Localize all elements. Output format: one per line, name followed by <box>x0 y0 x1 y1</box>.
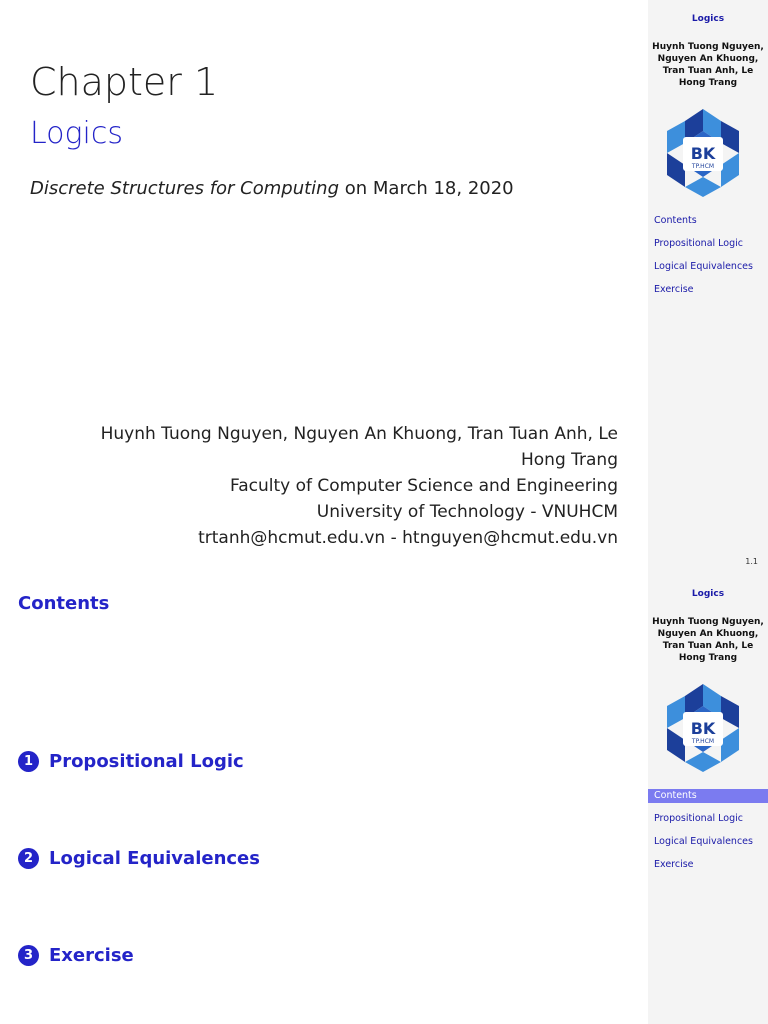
contents-slide <box>0 575 768 1024</box>
sidebar-nav <box>648 214 768 306</box>
authors-line-2: Hong Trang <box>520 450 618 470</box>
logo-subtext: TP.HCM <box>691 163 715 170</box>
sidebar-item-exercise[interactable]: Exercise <box>654 859 694 870</box>
toc-item-logical-equivalences[interactable] <box>18 848 260 869</box>
logo-text: BK <box>690 719 716 738</box>
sidebar-item-logical-equivalences[interactable]: Logical Equivalences <box>654 261 753 272</box>
bk-logo <box>663 682 743 774</box>
sidebar-item-logical-equivalences[interactable]: Logical Equivalences <box>654 836 753 847</box>
logo-text: BK <box>690 144 716 163</box>
university: University of Technology - VNUHCM <box>316 502 618 522</box>
toc-number: 2 <box>18 848 39 869</box>
toc-number: 3 <box>18 945 39 966</box>
bk-logo <box>663 107 743 199</box>
toc-item-exercise[interactable] <box>18 945 134 966</box>
author-block <box>40 421 618 551</box>
contents-title: Contents <box>18 593 110 614</box>
sidebar-item-propositional-logic[interactable]: Propositional Logic <box>654 238 744 249</box>
course-date: on March 18, 2020 <box>339 178 514 199</box>
page-number: 1.1 <box>745 557 758 566</box>
emails: trtanh@hcmut.edu.vn - htnguyen@hcmut.edu.vn <box>198 528 618 548</box>
sidebar-item-contents[interactable]: Contents <box>648 789 768 803</box>
toc-label: Propositional Logic <box>49 751 244 772</box>
sidebar-authors: Huynh Tuong Nguyen, Nguyen An Khuong, Tran Tuan Anh, Le Hong Trang <box>652 617 764 663</box>
course-name: Discrete Structures for Computing <box>30 178 340 199</box>
sidebar-item-exercise[interactable]: Exercise <box>654 284 694 295</box>
sidebar-item-propositional-logic[interactable]: Propositional Logic <box>654 813 744 824</box>
chapter-heading: Chapter 1 <box>30 60 219 104</box>
course-line <box>30 178 514 199</box>
logo-subtext: TP.HCM <box>691 738 715 745</box>
authors-line-1: Huynh Tuong Nguyen, Nguyen An Khuong, Tran Tuan Anh, Le <box>100 424 618 444</box>
toc-item-propositional-logic[interactable] <box>18 751 244 772</box>
sidebar-nav <box>648 789 768 881</box>
sidebar <box>648 575 768 1024</box>
sidebar <box>648 0 768 575</box>
toc-label: Logical Equivalences <box>49 848 260 869</box>
toc-label: Exercise <box>49 945 134 966</box>
toc-number: 1 <box>18 751 39 772</box>
chapter-subtitle: Logics <box>30 116 124 151</box>
faculty: Faculty of Computer Science and Engineering <box>229 476 618 496</box>
sidebar-title[interactable]: Logics <box>691 14 725 24</box>
sidebar-item-contents[interactable]: Contents <box>654 215 697 226</box>
sidebar-authors: Huynh Tuong Nguyen, Nguyen An Khuong, Tran Tuan Anh, Le Hong Trang <box>652 42 764 88</box>
sidebar-title[interactable]: Logics <box>691 589 725 599</box>
